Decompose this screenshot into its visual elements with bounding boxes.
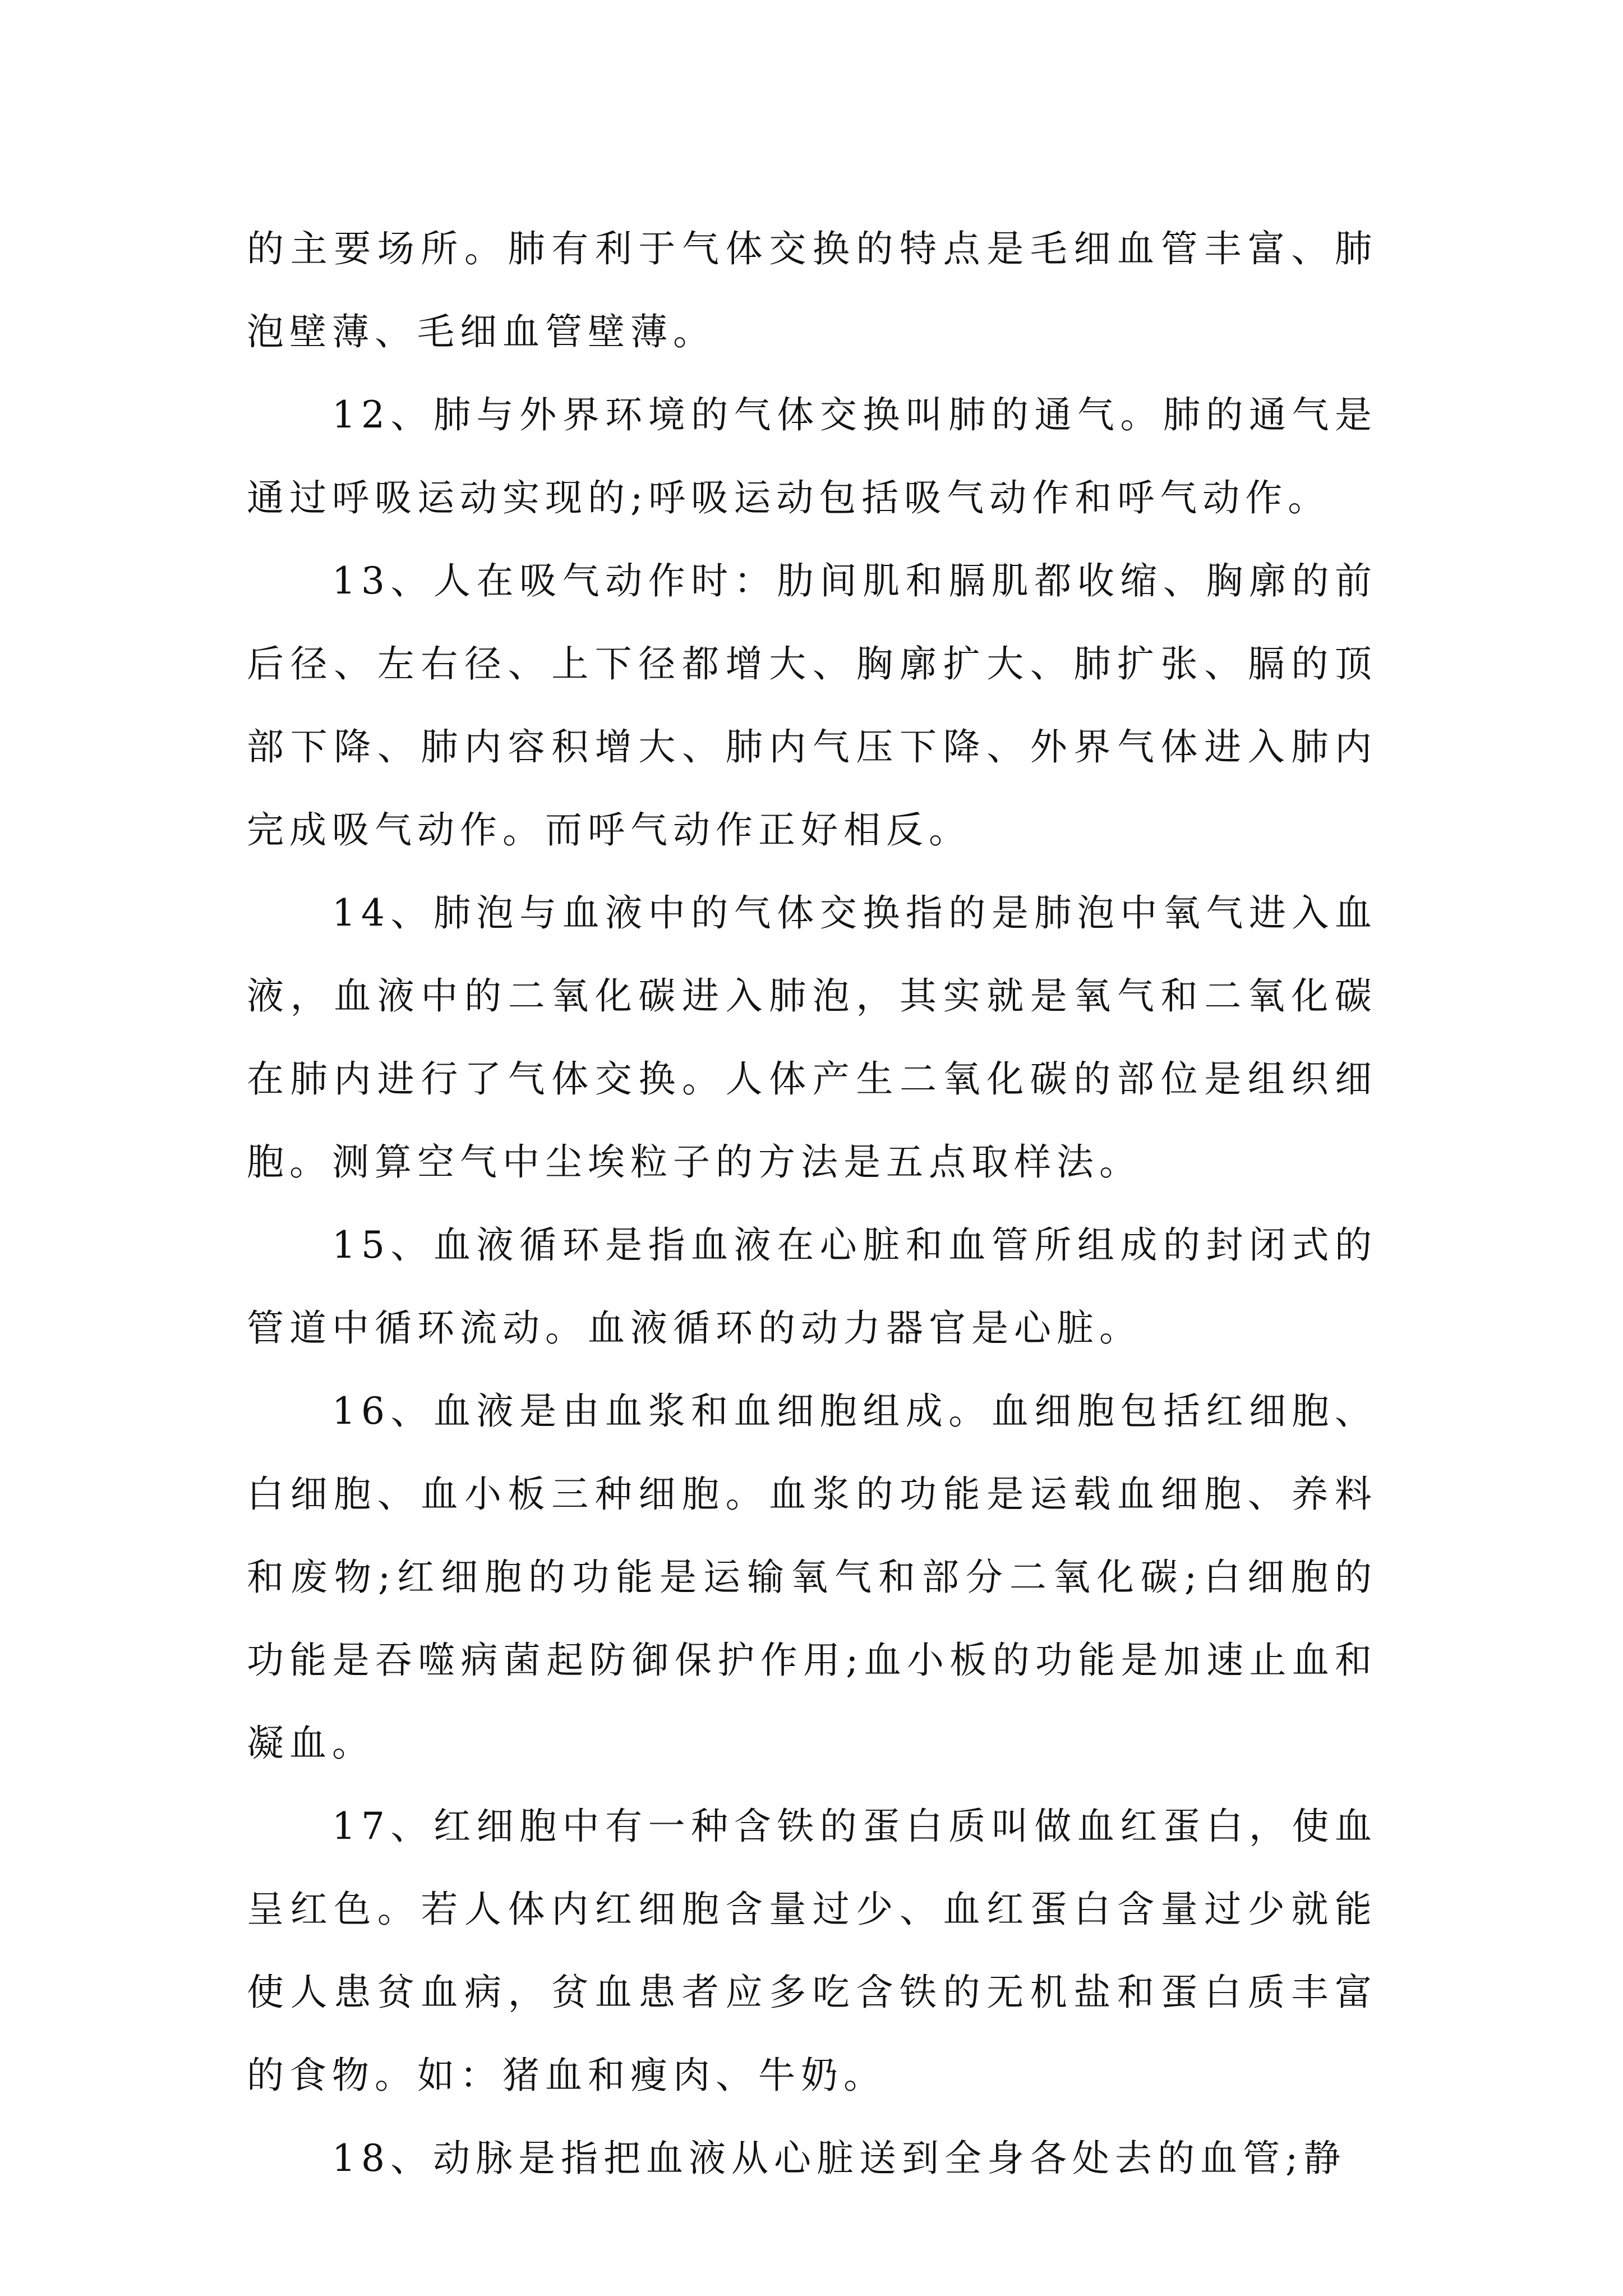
document-body (247, 208, 1377, 2200)
paragraph-item-15: 15、血液循环是指血液在心脏和血管所组成的封闭式的管道中循环流动。血液循环的动力器官是心脏。 (247, 1223, 1377, 1350)
paragraph-item-16: 16、血液是由血浆和血细胞组成。血细胞包括红细胞、白细胞、血小板三种细胞。血浆的功能是运载血细胞、养料和废物;红细胞的功能是运输氧气和部分二氧化碳;白细胞的功能是吞噬病菌起防御保护作用;血小板的功能是加速止血和凝血。 (247, 1389, 1377, 1765)
paragraph-item-13: 13、人在吸气动作时：肋间肌和膈肌都收缩、胸廓的前后径、左右径、上下径都增大、胸廓扩大、肺扩张、膈的顶部下降、肺内容积增大、肺内气压下降、外界气体进入肺内完成吸气动作。而呼气动作正好相反。 (247, 559, 1377, 852)
paragraph-item-18: 18、动脉是指把血液从心脏送到全身各处去的血管;静 (332, 2137, 1347, 2180)
paragraph-item-17: 17、红细胞中有一种含铁的蛋白质叫做血红蛋白，使血呈红色。若人体内红细胞含量过少、血红蛋白含量过少就能使人患贫血病，贫血患者应多吃含铁的无机盐和蛋白质丰富的食物。如：猪血和瘦肉、牛奶。 (247, 1805, 1377, 2097)
paragraph-continuation: 的主要场所。肺有利于气体交换的特点是毛细血管丰富、肺泡壁薄、毛细血管壁薄。 (247, 227, 1377, 353)
paragraph-item-12: 12、肺与外界环境的气体交换叫肺的通气。肺的通气是通过呼吸运动实现的;呼吸运动包括吸气动作和呼气动作。 (247, 393, 1377, 519)
paragraph-item-14: 14、肺泡与血液中的气体交换指的是肺泡中氧气进入血液，血液中的二氧化碳进入肺泡，其实就是氧气和二氧化碳在肺内进行了气体交换。人体产生二氧化碳的部位是组织细胞。测算空气中尘埃粒子的方法是五点取样法。 (247, 891, 1377, 1184)
